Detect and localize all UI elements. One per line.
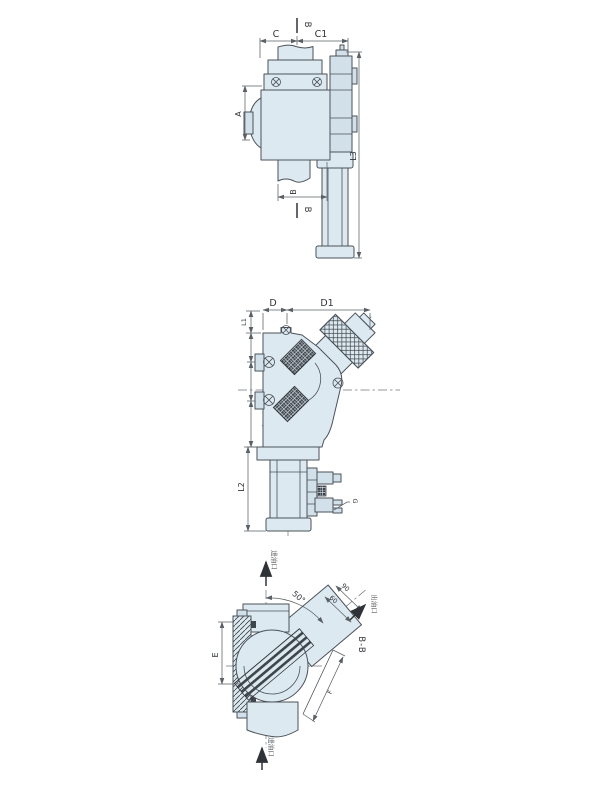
port-arrow-top [266,550,279,586]
dim-b-label: B [289,189,298,195]
section-label-b-bottom: B [302,206,312,214]
shaft-stub-bottom [278,160,310,182]
front-view [237,298,400,536]
dim-inner-label: 60 [327,593,340,606]
port-diag-label: 出油口 [370,594,378,614]
port-top-label: 进油口 [270,550,278,570]
port-bottom-label: 进油口 [267,737,275,757]
top-flange [268,60,322,74]
shaft-stub-top [278,45,313,60]
dim-outer-label: 90 [339,581,352,594]
plate-cap [336,50,348,56]
section-view [211,550,379,770]
valve-plate [330,56,352,152]
wall-bolt [251,621,256,628]
plate-tab [352,116,357,132]
plate-tab [352,68,357,84]
section-marker-top [297,18,312,33]
dim-l3-label: L3 [349,151,358,161]
valve-assembly [307,468,359,516]
port-arrow-bottom [262,737,276,770]
section-label-b-top: B [302,21,312,29]
cylinder-base [316,246,354,258]
dim-c1-label: C1 [314,29,328,40]
dim-a-label: A [234,111,243,117]
dim-l2-label: L2 [237,482,246,492]
section-marker-bottom [297,203,312,218]
dim-l1-chain [240,311,261,447]
section-title: B-B [356,636,366,654]
main-housing [261,90,330,160]
bottom-base [266,518,311,531]
dim-angle-label: 50° [290,589,307,606]
bottom-cylinder [270,460,307,518]
plate-nub [340,45,344,50]
bottom-flange [257,447,319,460]
dim-f-label: F [325,688,335,696]
mount-tab [255,354,264,371]
mount-tab [255,392,264,409]
bottom-stub [247,702,298,737]
dim-l1-label: L1 [240,318,248,326]
dim-d1-label: D1 [320,298,334,309]
port-arrow-diagonal [350,594,379,620]
dim-c-label: C [272,29,280,40]
cylinder-barrel [322,168,348,246]
drain-port-label: G [351,498,359,504]
dim-d-label: D [269,298,277,309]
dim-e-label: E [211,652,220,658]
side-view [234,18,362,258]
